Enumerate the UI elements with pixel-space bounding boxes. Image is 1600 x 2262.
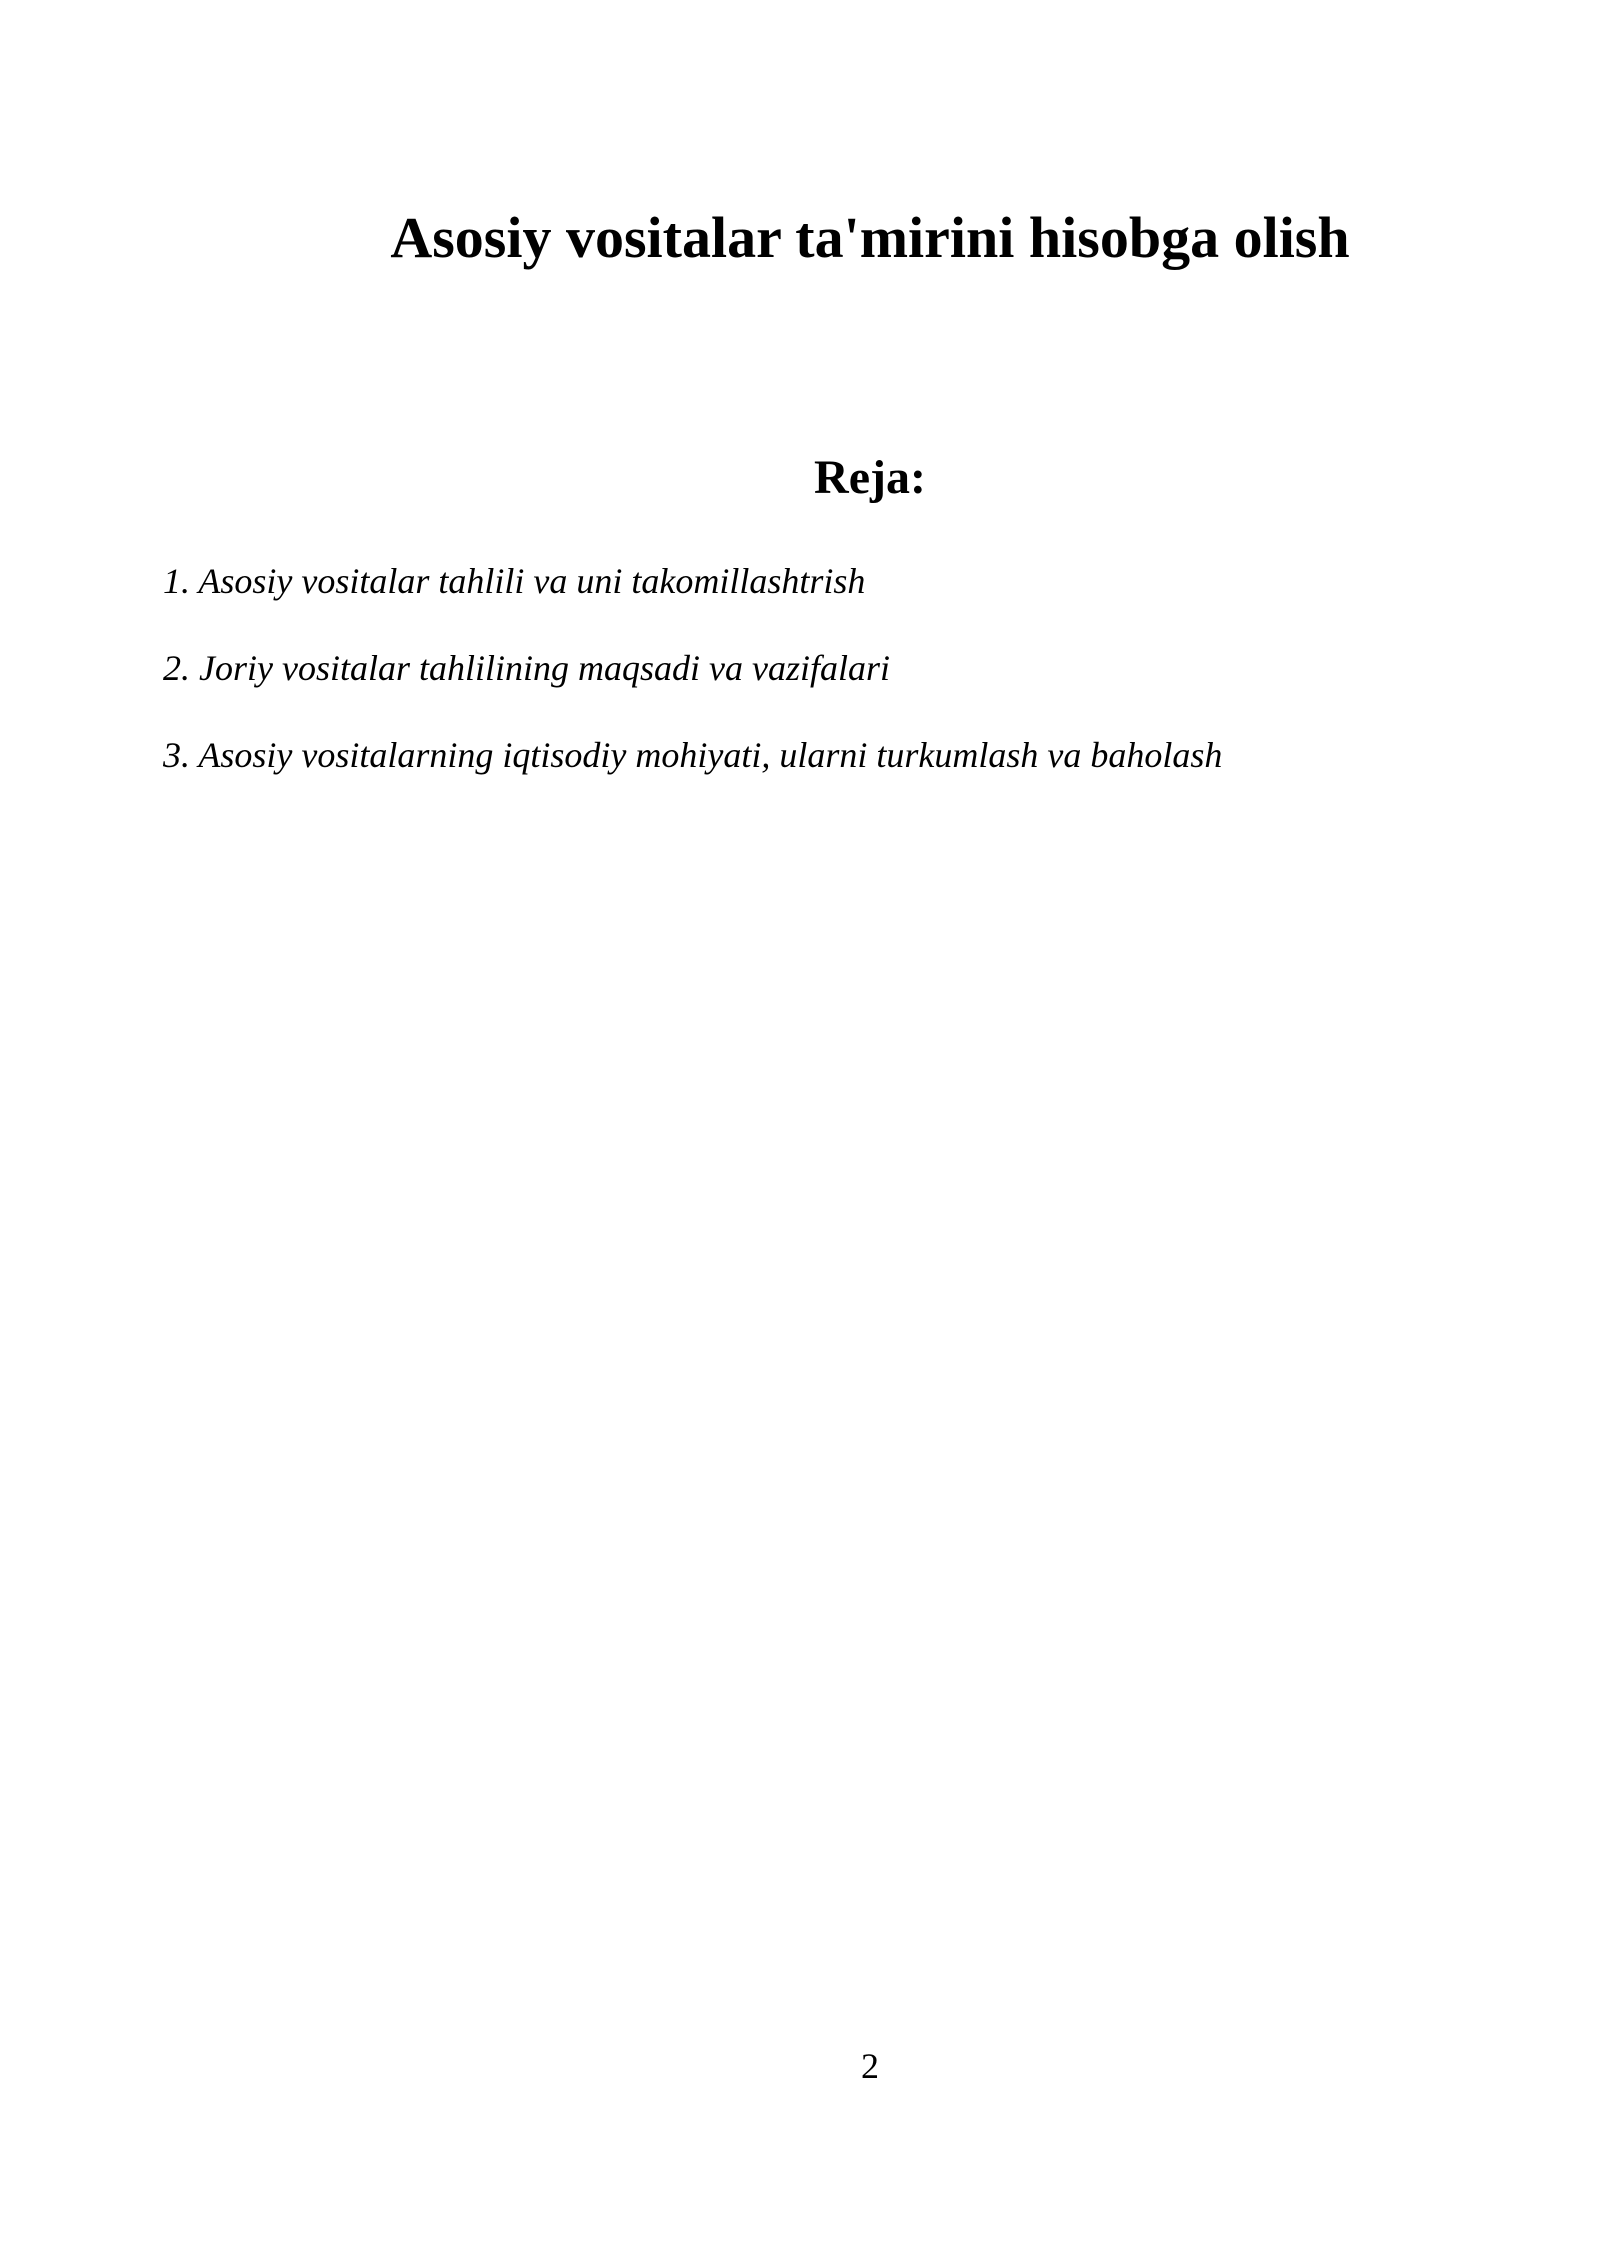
plan-item: 1. Asosiy vositalar tahlili va uni takomillashtrish [163, 561, 866, 601]
plan-list [163, 560, 1463, 821]
plan-item: 2. Joriy vositalar tahlilining maqsadi va vazifalari [163, 648, 890, 688]
plan-item: 3. Asosiy vositalarning iqtisodiy mohiyati, ularni turkumlash va baholash [163, 735, 1223, 775]
document-title: Asosiy vositalar ta'mirini hisobga olish [390, 205, 1350, 270]
page-number: 2 [861, 2046, 879, 2086]
plan-heading: Reja: [814, 451, 926, 504]
